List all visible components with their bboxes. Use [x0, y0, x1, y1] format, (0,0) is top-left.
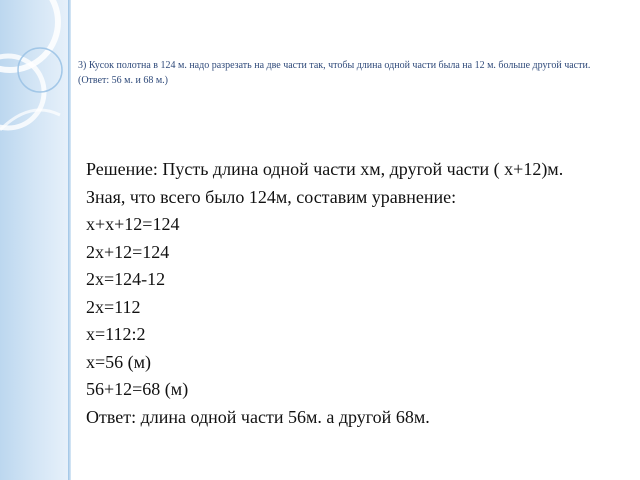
- equation-line-3: 2х=124-12: [86, 269, 166, 289]
- slide-title: 3) Кусок полотна в 124 м. надо разрезать на две части так, чтобы длина одной части была на 12 м. больше другой части. (Ответ: 56 м. и 68 м.): [78, 60, 591, 86]
- equation-line-4: 2х=112: [86, 296, 141, 317]
- answer-line: Ответ: длина одной части 56м. а другой 68м.: [86, 406, 430, 427]
- deco-circle-large: [0, 0, 58, 70]
- solution-line-intro: Решение: Пусть длина одной части хм, другой части ( х+12)м. Зная, что всего было 124м, составим уравнение:: [86, 159, 564, 207]
- solution-text: [86, 156, 606, 431]
- equation-line-6: х=56 (м): [86, 351, 152, 372]
- equation-line-1: х+х+12=124: [86, 214, 180, 234]
- equation-line-7: 56+12=68 (м): [86, 379, 189, 399]
- equation-line-2: 2х+12=124: [86, 241, 170, 262]
- equation-line-5: х=112:2: [86, 324, 146, 344]
